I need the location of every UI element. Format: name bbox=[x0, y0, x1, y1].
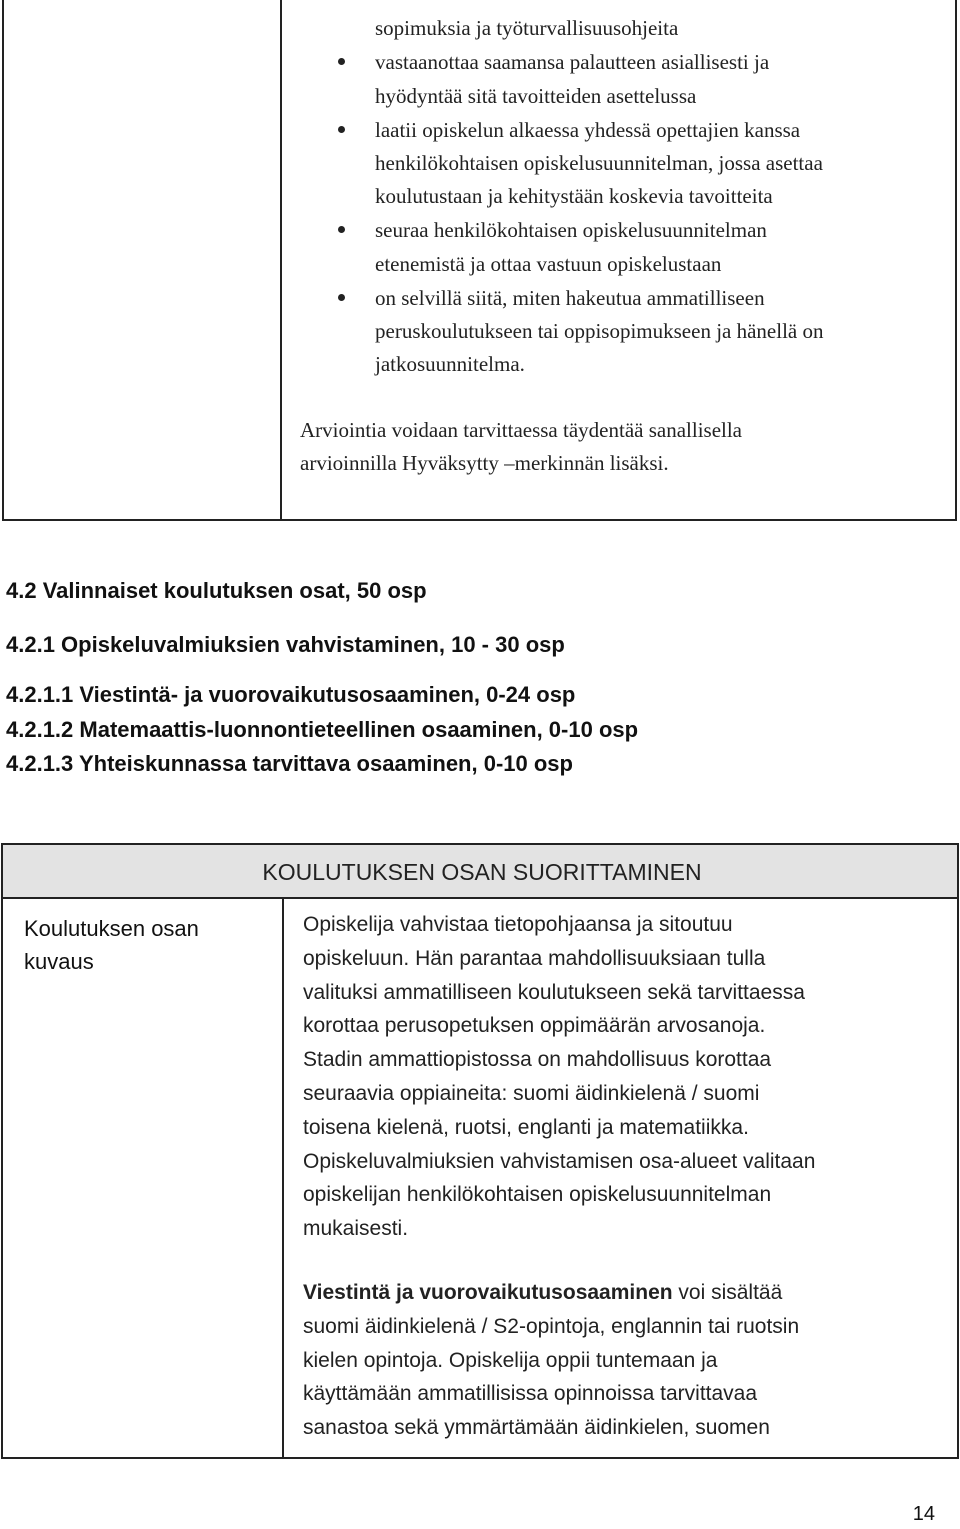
list-item-line: hyödyntää sitä tavoitteiden asettelussa bbox=[375, 84, 697, 108]
heading-4-2-1: 4.2.1 Opiskeluvalmiuksien vahvistaminen, 10 - 30 osp bbox=[6, 632, 565, 657]
description-line: opiskeluun. Hän parantaa mahdollisuuksiaan tulla bbox=[303, 947, 766, 970]
list-item-line: vastaanottaa saamansa palautteen asiallisesti ja bbox=[375, 50, 770, 74]
page-number: 14 bbox=[912, 1503, 935, 1525]
table-header bbox=[1, 843, 959, 899]
course-completion-table bbox=[1, 843, 959, 1459]
assessment-note-line: Arviointia voidaan tarvittaessa täydentää sanallisella bbox=[300, 418, 743, 442]
label-line: kuvaus bbox=[24, 949, 94, 974]
description-line: käyttämään ammatillisissa opinnoissa tarvittavaa bbox=[303, 1382, 758, 1405]
bullet-icon bbox=[338, 226, 345, 233]
heading-4-2-1-3: 4.2.1.3 Yhteiskunnassa tarvittava osaaminen, 0-10 osp bbox=[6, 751, 573, 776]
list-item-continuation: sopimuksia ja työturvallisuusohjeita bbox=[375, 16, 679, 40]
list-item-line: jatkosuunnitelma. bbox=[375, 352, 525, 376]
heading-4-2: 4.2 Valinnaiset koulutuksen osat, 50 osp bbox=[6, 578, 427, 603]
description-line: Opiskeluvalmiuksien vahvistamisen osa-alueet valitaan bbox=[303, 1150, 816, 1173]
description-line: Stadin ammattiopistossa on mahdollisuus korottaa bbox=[303, 1048, 772, 1071]
list-item-line: henkilökohtaisen opiskelusuunnitelman, jossa asettaa bbox=[375, 151, 823, 175]
heading-4-2-1-2: 4.2.1.2 Matemaattis-luonnontieteellinen osaaminen, 0-10 osp bbox=[6, 717, 639, 742]
description-line: sanastoa sekä ymmärtämään äidinkielen, suomen bbox=[303, 1416, 770, 1439]
table-column-divider bbox=[280, 0, 282, 519]
description-line: Opiskelija vahvistaa tietopohjaansa ja sitoutuu bbox=[303, 913, 733, 936]
list-item-line: laatii opiskelun alkaessa yhdessä opettajien kanssa bbox=[375, 118, 801, 142]
description-line: valituksi ammatilliseen koulutukseen sekä tarvittaessa bbox=[303, 981, 805, 1004]
description-text: voi sisältää bbox=[672, 1281, 783, 1304]
description-line bbox=[303, 1280, 782, 1306]
description-line: seuraavia oppiaineita: suomi äidinkielenä / suomi bbox=[303, 1082, 760, 1105]
description-line: mukaisesti. bbox=[303, 1217, 409, 1240]
label-cell bbox=[3, 897, 284, 1457]
bullet-icon bbox=[338, 126, 345, 133]
list-item-line: seuraa henkilökohtaisen opiskelusuunnitelman bbox=[375, 218, 767, 242]
list-item-line: etenemistä ja ottaa vastuun opiskelustaan bbox=[375, 252, 722, 276]
list-item-line: peruskoulutukseen tai oppisopimukseen ja hänellä on bbox=[375, 319, 824, 343]
bullet-icon bbox=[338, 58, 345, 65]
description-line: kielen opintoja. Opiskelija oppii tuntemaan ja bbox=[303, 1349, 718, 1372]
description-line: suomi äidinkielenä / S2-opintoja, englannin tai ruotsin bbox=[303, 1315, 800, 1338]
assessment-note-line: arvioinnilla Hyväksytty –merkinnän lisäksi. bbox=[300, 451, 669, 475]
bullet-icon bbox=[338, 294, 345, 301]
list-item-line: on selvillä siitä, miten hakeutua ammatilliseen bbox=[375, 286, 765, 310]
description-line: opiskelijan henkilökohtaisen opiskelusuunnitelman bbox=[303, 1183, 772, 1206]
description-line: korottaa perusopetuksen oppimäärän arvosanoja. bbox=[303, 1014, 766, 1037]
description-line: toisena kielenä, ruotsi, englanti ja matematiikka. bbox=[303, 1116, 749, 1139]
label-cell-text bbox=[24, 912, 199, 978]
emphasis-text: Viestintä ja vuorovaikutusosaaminen bbox=[303, 1281, 673, 1304]
label-line: Koulutuksen osan bbox=[24, 916, 199, 941]
heading-4-2-1-1: 4.2.1.1 Viestintä- ja vuorovaikutusosaaminen, 0-24 osp bbox=[6, 682, 576, 707]
list-item-line: koulutustaan ja kehitystään koskevia tavoitteita bbox=[375, 184, 773, 208]
table-header-title: KOULUTUKSEN OSAN SUORITTAMINEN bbox=[262, 859, 702, 885]
